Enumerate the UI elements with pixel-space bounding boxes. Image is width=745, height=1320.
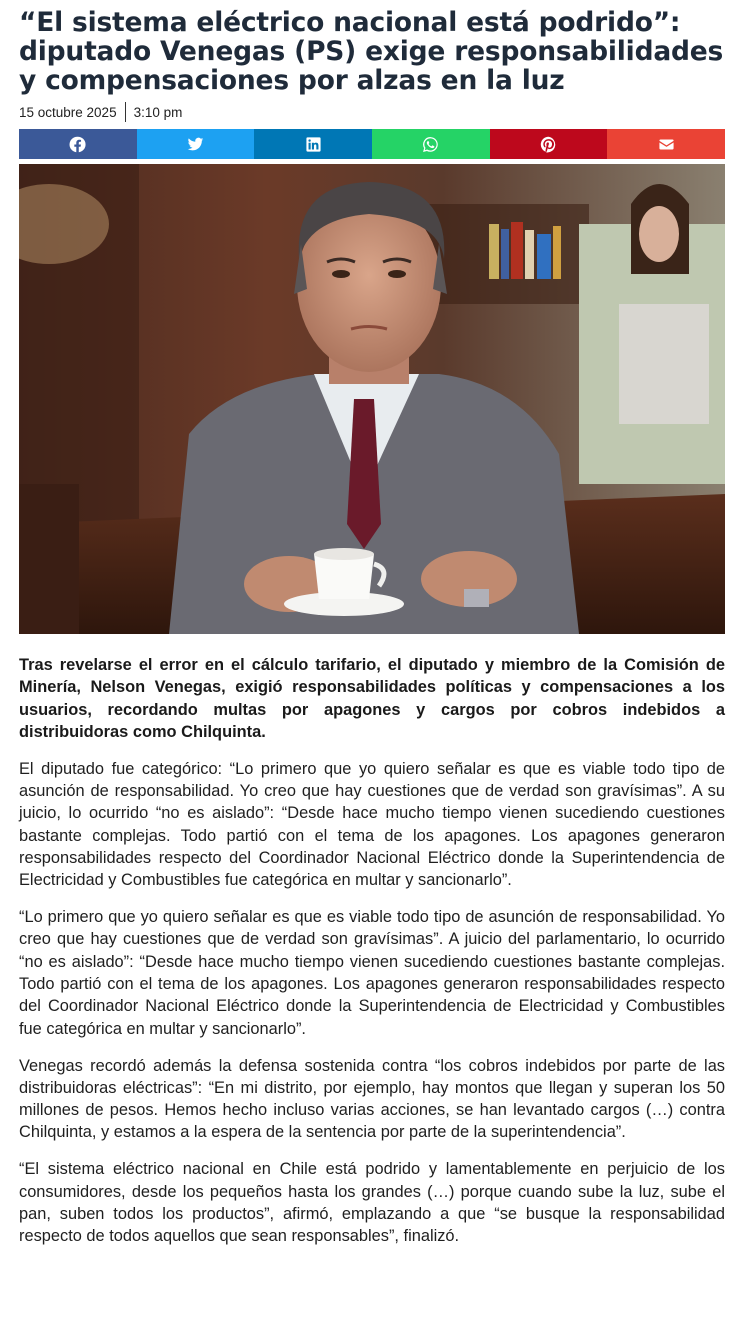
- share-linkedin-button[interactable]: [254, 129, 372, 159]
- share-email-button[interactable]: [607, 129, 725, 159]
- article-paragraph: Venegas recordó además la defensa sostenida contra “los cobros indebidos por parte de las distribuidoras eléctricas”: “En mi distrito, por ejemplo, hay montos que llegan y superan los 50 millones de pesos. Hemos hecho incluso varias acciones, se han levantado cargos (…) contra Chilquinta, y estamos a la espera de la sentencia por parte de la superintendencia”.: [19, 1056, 725, 1142]
- article-paragraph: El diputado fue categórico: “Lo primero que yo quiero señalar es que es viable todo tipo de asunción de responsabilidad. Yo creo que hay cuestiones que de verdad son gravísimas”. A su juicio, lo ocurrido “no es aislado”: “Desde hace mucho tiempo vienen sucediendo cuestiones bastante complejas. Todo partió con el tema de los apagones. Los apagones generaron responsabilidades respecto del Coordinador Nacional Eléctrico donde la Superintendencia de Electricidad y Combustibles fue categórica en multar y sancionarlo”.: [19, 759, 725, 890]
- share-twitter-button[interactable]: [137, 129, 255, 159]
- facebook-icon: [69, 136, 86, 153]
- share-bar: [19, 129, 725, 159]
- article-title: “El sistema eléctrico nacional está podrido”: diputado Venegas (PS) exige responsabilidades y compensaciones por alzas en la luz: [19, 7, 724, 96]
- share-whatsapp-button[interactable]: [372, 129, 490, 159]
- article-time: 3:10 pm: [133, 104, 183, 120]
- twitter-icon: [187, 136, 204, 153]
- whatsapp-icon: [422, 136, 439, 153]
- article-date: 15 octubre 2025: [19, 104, 117, 120]
- photo-illustration: [19, 164, 725, 634]
- article-paragraph: “El sistema eléctrico nacional en Chile está podrido y lamentablemente en perjuicio de los consumidores, desde los pequeños hasta los grandes (…) porque cuando sube la luz, sube el pan, suben todos los productos”, afirmó, emplazando a que “se busque la responsabilidad respecto de todos aquellos que sean responsables”, finalizó.: [19, 1160, 725, 1246]
- linkedin-icon: [305, 136, 322, 153]
- meta-divider: [125, 102, 126, 122]
- article-container: [19, 8, 725, 1262]
- pinterest-icon: [540, 136, 557, 153]
- article-paragraph: “Lo primero que yo quiero señalar es que es viable todo tipo de asunción de responsabilidad. Yo creo que hay cuestiones que de verdad son gravísimas”. A juicio del parlamentario, lo ocurrido “no es aislado”: “Desde hace mucho tiempo vienen sucediendo cuestiones bastante complejas. Todo partió con el tema de los apagones. Los apagones generaron responsabilidades respecto del Coordinador Nacional Eléctrico donde la Superintendencia de Electricidad y Combustibles fue categórica en multar y sancionarlo”.: [19, 908, 725, 1038]
- article-meta: [19, 101, 725, 123]
- article-lead: Tras revelarse el error en el cálculo tarifario, el diputado y miembro de la Comisión de Minería, Nelson Venegas, exigió responsabilidades políticas y compensaciones a los usuarios, recordando multas por apagones y cargos por cobros indebidos a distribuidoras como Chilquinta.: [19, 656, 725, 741]
- article-photo: [19, 164, 725, 634]
- envelope-icon: [658, 136, 675, 153]
- share-pinterest-button[interactable]: [490, 129, 608, 159]
- share-facebook-button[interactable]: [19, 129, 137, 159]
- article-body: [19, 654, 725, 1248]
